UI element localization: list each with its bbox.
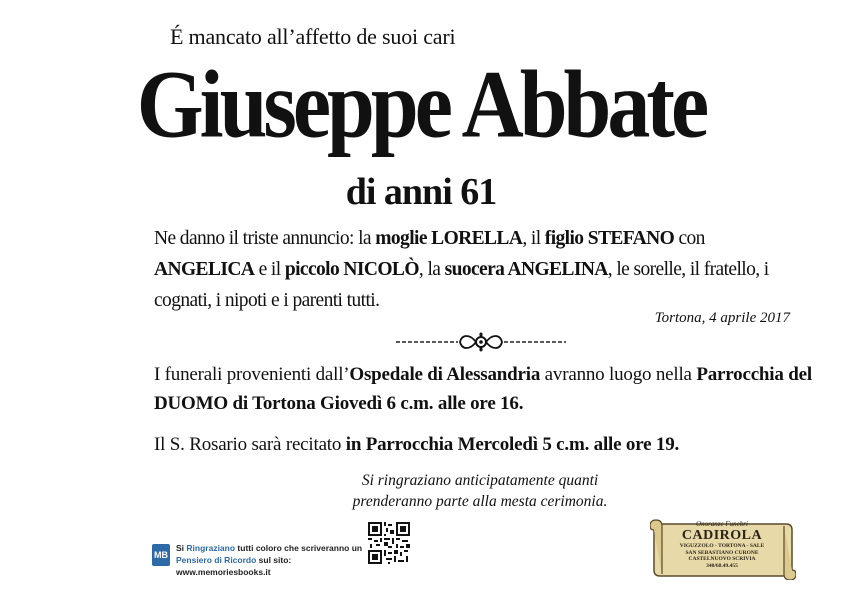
memories-highlight-1: Ringraziano: [186, 543, 236, 553]
rosary-paragraph: [154, 430, 834, 459]
announce-text-2: , il: [522, 228, 545, 249]
funeral-place-time: Parrocchia del DUOMO di Tortona Giovedì 6 c.m. alle ore 16.: [154, 364, 812, 414]
announce-wife: moglie LORELLA: [375, 228, 523, 249]
rosary-place-time: in Parrocchia Mercoledì 5 c.m. alle ore 19.: [345, 434, 680, 455]
announce-text-1: Ne danno il triste annuncio: la: [154, 228, 376, 249]
agency-logo-text: [666, 520, 778, 569]
announce-text-3: con: [674, 228, 705, 249]
agency-name: CADIROLA: [681, 528, 763, 543]
funeral-text-1: I funerali provenienti dall’: [154, 364, 350, 385]
qr-code-icon[interactable]: [368, 522, 410, 564]
thanks-line-2: prenderanno parte alla mesta cerimonia.: [352, 493, 608, 510]
agency-towns: VIGUZZOLO - TORTONA - SALE: [679, 543, 765, 549]
agency-phone: 340/68.49.455: [706, 562, 738, 569]
memories-logo: MB: [152, 544, 170, 566]
announce-text-5: , la: [418, 259, 445, 280]
announce-grandson: piccolo NICOLÒ: [284, 259, 419, 280]
thanks-line-1: Si ringraziano anticipatamente quanti: [361, 472, 599, 489]
rosary-text: Il S. Rosario sarà recitato: [154, 434, 346, 455]
announce-text-4: e il: [254, 259, 285, 280]
thanks-paragraph: [300, 470, 660, 512]
deceased-name: Giuseppe Abbate: [136, 50, 706, 158]
announce-son: figlio STEFANO: [544, 228, 675, 249]
announce-daughter-in-law: ANGELICA: [154, 259, 255, 280]
intro-line: É mancato all’affetto de suoi cari: [170, 24, 456, 49]
funeral-text-2: avranno luogo nella: [540, 364, 697, 385]
agency-town-1: SAN SEBASTIANO CURONE: [685, 549, 759, 556]
agency-town-2: CASTELNUOVO SCRIVIA: [688, 556, 756, 562]
agency-label: Onoranze Funebri: [696, 520, 748, 528]
memories-text-2: tutti coloro che scriveranno un: [235, 543, 363, 553]
announce-text-6: , le sorelle, il fratello, i cognati, i nipoti e i parenti tutti.: [154, 259, 769, 311]
memories-link[interactable]: sul sito: www.memoriesbooks.it: [176, 555, 292, 577]
announcement-paragraph: [154, 223, 794, 316]
ornament-divider: [396, 331, 566, 353]
memories-highlight-2: Pensiero di Ricordo: [176, 555, 257, 565]
place-date: Tortona, 4 aprile 2017: [654, 310, 790, 326]
memories-text-1: Si: [176, 543, 187, 553]
announce-mother-in-law: suocera ANGELINA: [444, 259, 608, 280]
funeral-paragraph: [154, 360, 834, 418]
memories-note: [176, 542, 366, 578]
age-line: di anni 61: [345, 171, 497, 213]
funeral-origin: Ospedale di Alessandria: [349, 364, 541, 385]
